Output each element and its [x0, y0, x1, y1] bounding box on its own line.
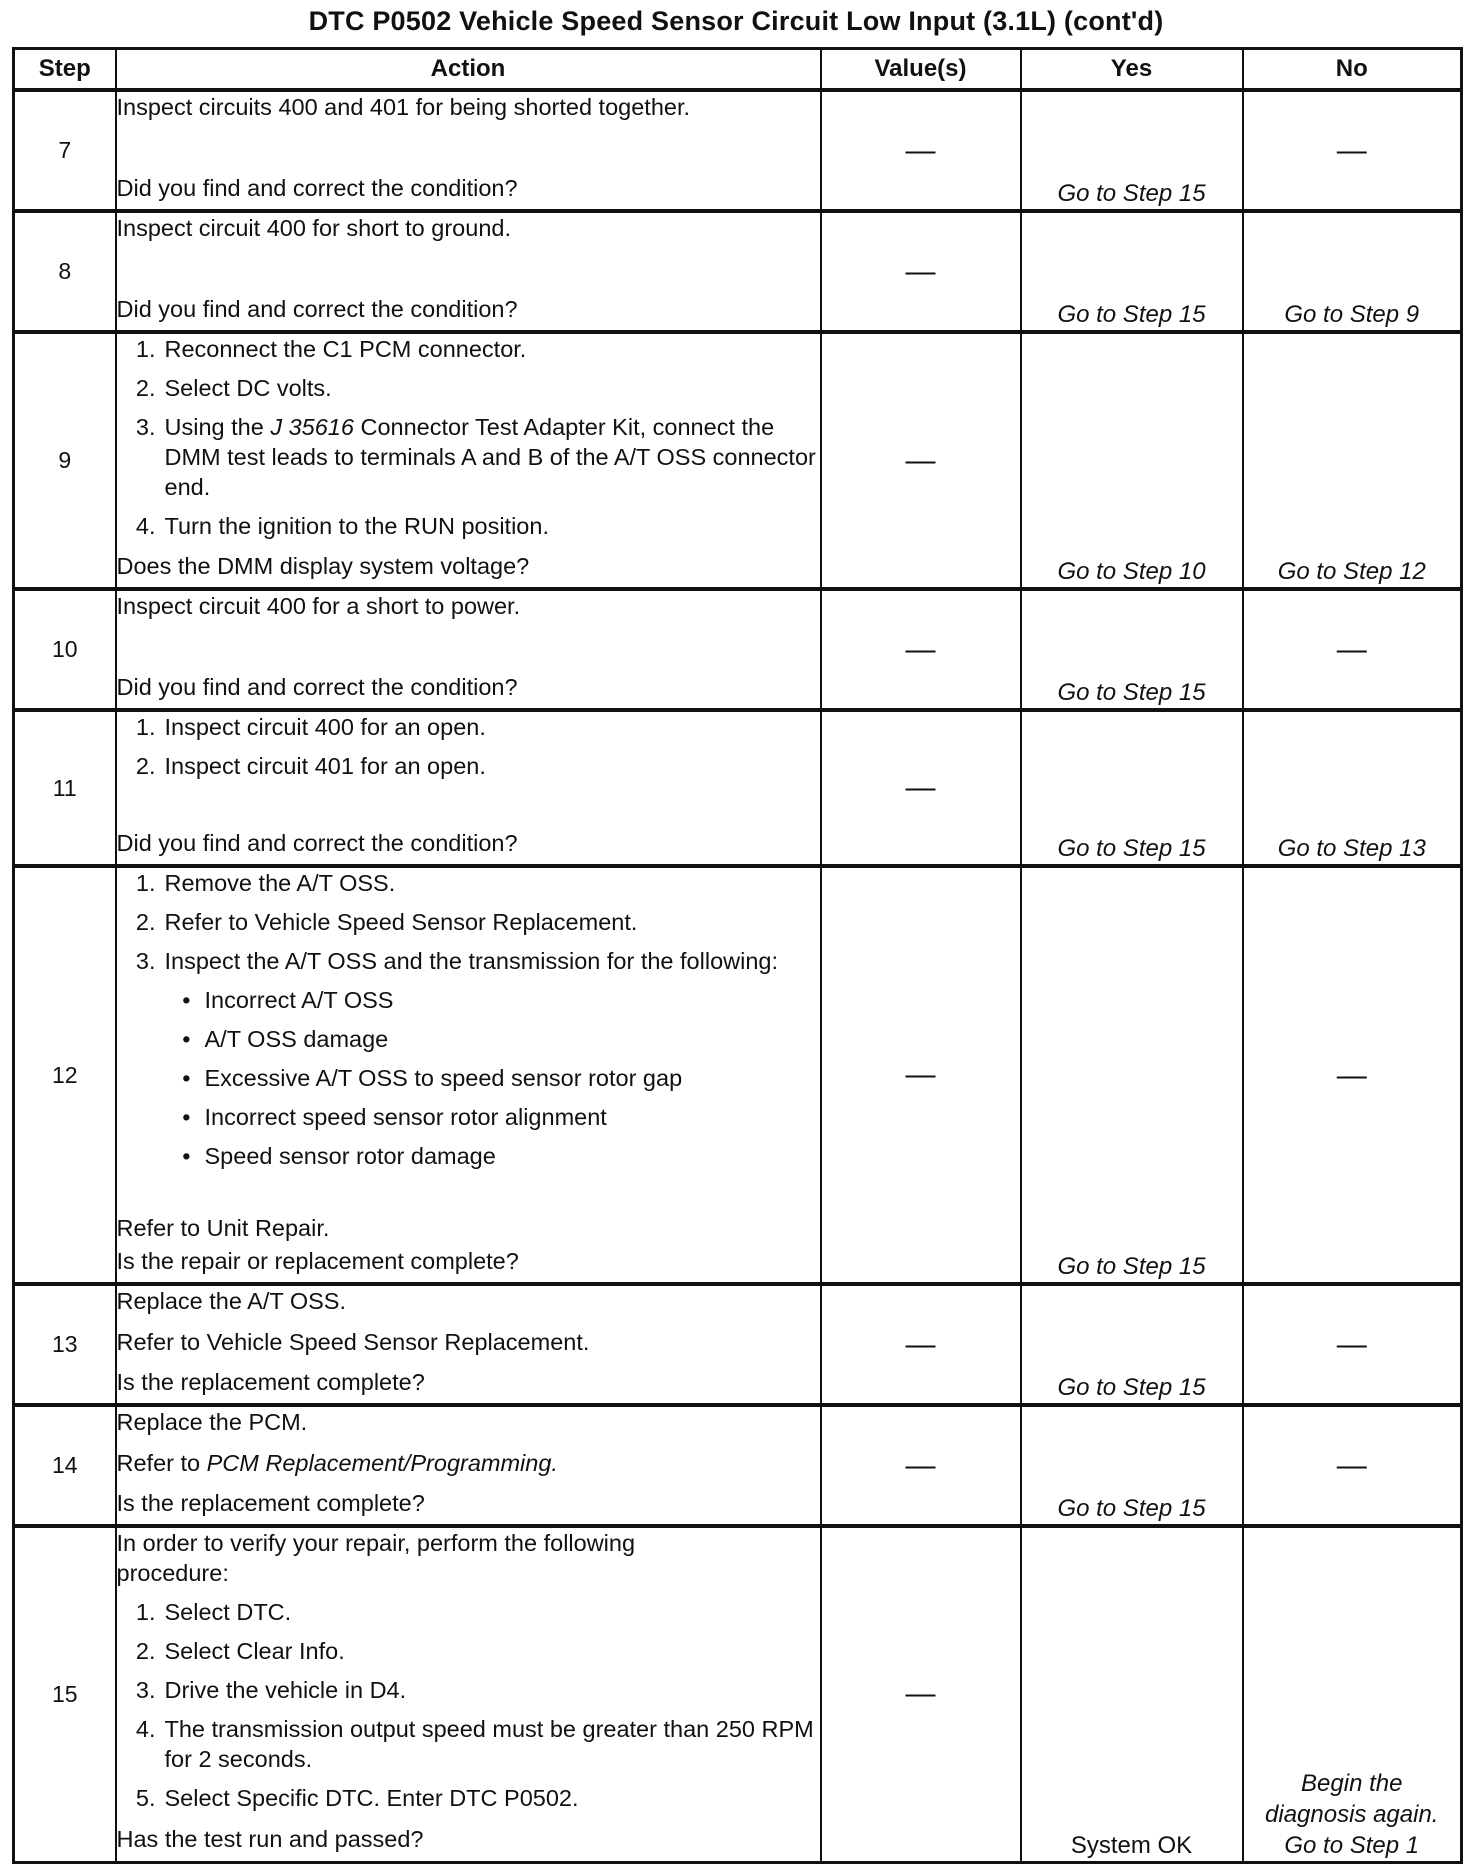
action-cell [116, 211, 821, 332]
value-cell: — [821, 90, 1021, 211]
no-cell: — [1243, 1284, 1462, 1405]
action-cell [116, 332, 821, 589]
no-line: Go to Step 1 [1284, 1831, 1420, 1859]
yes-cell: System OK [1021, 1526, 1243, 1862]
action-text: In order to verify your repair, perform the following procedure: [116, 1530, 636, 1586]
list-item: 2. Select Clear Info. [135, 1638, 345, 1664]
step-number: 11 [14, 710, 116, 866]
action-cell [116, 710, 821, 866]
list-item: 1. Reconnect the C1 PCM connector. [135, 336, 527, 362]
table-row [14, 1526, 1462, 1862]
value-cell: — [821, 1284, 1021, 1405]
value-cell: — [821, 589, 1021, 710]
bullet-item: • Incorrect A/T OSS [182, 987, 394, 1013]
action-text: Refer to Vehicle Speed Sensor Replacement. [116, 1328, 590, 1355]
header-row [14, 49, 1462, 91]
table-row [14, 589, 1462, 710]
header-step: Step [14, 49, 116, 91]
action-question: Does the DMM display system voltage? [116, 553, 530, 579]
no-cell: — [1243, 866, 1462, 1284]
yes-cell: Go to Step 15 [1021, 1405, 1243, 1526]
no-cell: — [1243, 90, 1462, 211]
action-question: Is the replacement complete? [116, 1369, 425, 1395]
step-number: 9 [14, 332, 116, 589]
bullet-item: • A/T OSS damage [182, 1026, 389, 1052]
table-row [14, 710, 1462, 866]
step-number: 8 [14, 211, 116, 332]
list-item: 3. Drive the vehicle in D4. [135, 1677, 407, 1703]
step-number: 13 [14, 1284, 116, 1405]
table-row [14, 211, 1462, 332]
action-question: Did you find and correct the condition? [116, 175, 518, 201]
list-item: 5. Select Specific DTC. Enter DTC P0502. [135, 1785, 579, 1811]
header-yes: Yes [1021, 49, 1243, 91]
value-cell: — [821, 710, 1021, 866]
action-cell [116, 1405, 821, 1526]
bullet-item: • Incorrect speed sensor rotor alignment [182, 1104, 607, 1130]
tool-reference: J 35616 [270, 414, 354, 440]
yes-cell: Go to Step 15 [1021, 710, 1243, 866]
action-cell [116, 1526, 821, 1862]
action-text: Replace the PCM. [116, 1409, 308, 1435]
header-values: Value(s) [821, 49, 1021, 91]
table-row [14, 866, 1462, 1284]
page-title: DTC P0502 Vehicle Speed Sensor Circuit Low Input (3.1L) (cont'd) [308, 6, 1164, 36]
value-cell: — [821, 332, 1021, 589]
no-cell: Go to Step 12 [1243, 332, 1462, 589]
step-number: 15 [14, 1526, 116, 1862]
action-question: Has the test run and passed? [116, 1826, 424, 1852]
no-cell: — [1243, 589, 1462, 710]
yes-cell: Go to Step 15 [1021, 1284, 1243, 1405]
action-text: Inspect circuit 400 for a short to power. [116, 593, 521, 619]
list-item: 2. Select DC volts. [135, 375, 332, 401]
action-text: Replace the A/T OSS. [116, 1288, 346, 1314]
action-text: Refer to PCM Replacement/Programming. [116, 1449, 558, 1476]
value-cell: — [821, 1526, 1021, 1862]
table-row [14, 90, 1462, 211]
no-line: diagnosis again. [1265, 1800, 1439, 1828]
yes-cell: Go to Step 15 [1021, 589, 1243, 710]
list-item: 1. Remove the A/T OSS. [135, 870, 396, 896]
table-row [14, 332, 1462, 589]
list-item: 3. Inspect the A/T OSS and the transmission for the following: [135, 948, 779, 974]
list-item: 4. The transmission output speed must be greater than 250 RPM for 2 seconds. [135, 1716, 814, 1772]
action-question: Did you find and correct the condition? [116, 674, 518, 700]
table-row [14, 1284, 1462, 1405]
value-cell: — [821, 1405, 1021, 1526]
bullet-item: • Speed sensor rotor damage [182, 1143, 496, 1169]
action-cell [116, 1284, 821, 1405]
bullet-item: • Excessive A/T OSS to speed sensor rotor gap [182, 1065, 683, 1091]
action-question: Is the repair or replacement complete? [116, 1248, 519, 1274]
table-row [14, 1405, 1462, 1526]
yes-cell: Go to Step 15 [1021, 866, 1243, 1284]
action-question: Did you find and correct the condition? [116, 830, 518, 856]
step-number: 7 [14, 90, 116, 211]
diagnostic-table [12, 47, 1463, 1864]
action-question: Did you find and correct the condition? [116, 296, 518, 322]
no-line: Begin the [1301, 1769, 1403, 1797]
procedure-reference: PCM Replacement/Programming. [206, 1449, 558, 1476]
list-item: 1. Select DTC. [135, 1599, 292, 1625]
yes-cell: Go to Step 10 [1021, 332, 1243, 589]
step-number: 12 [14, 866, 116, 1284]
action-text: Inspect circuit 400 for short to ground. [116, 215, 511, 241]
header-action: Action [116, 49, 821, 91]
list-item: 2. Refer to Vehicle Speed Sensor Replacement. [135, 909, 638, 935]
action-cell [116, 589, 821, 710]
value-cell: — [821, 211, 1021, 332]
list-item: 2. Inspect circuit 401 for an open. [135, 753, 486, 779]
no-cell [1243, 1526, 1462, 1862]
list-item: 1. Inspect circuit 400 for an open. [135, 714, 486, 740]
no-cell: — [1243, 1405, 1462, 1526]
no-cell: Go to Step 13 [1243, 710, 1462, 866]
no-cell: Go to Step 9 [1243, 211, 1462, 332]
step-number: 10 [14, 589, 116, 710]
yes-cell: Go to Step 15 [1021, 90, 1243, 211]
yes-cell: Go to Step 15 [1021, 211, 1243, 332]
list-item: 3. Using the J 35616 Connector Test Adapter Kit, connect the DMM test leads to terminals A and B of the A/T OSS connector end. [135, 414, 816, 500]
action-text: Refer to Unit Repair. [116, 1215, 330, 1241]
action-cell [116, 866, 821, 1284]
action-text: Inspect circuits 400 and 401 for being shorted together. [116, 94, 691, 120]
value-cell: — [821, 866, 1021, 1284]
header-no: No [1243, 49, 1462, 91]
action-question: Is the replacement complete? [116, 1490, 425, 1516]
list-item: 4. Turn the ignition to the RUN position. [135, 513, 549, 539]
action-cell [116, 90, 821, 211]
step-number: 14 [14, 1405, 116, 1526]
